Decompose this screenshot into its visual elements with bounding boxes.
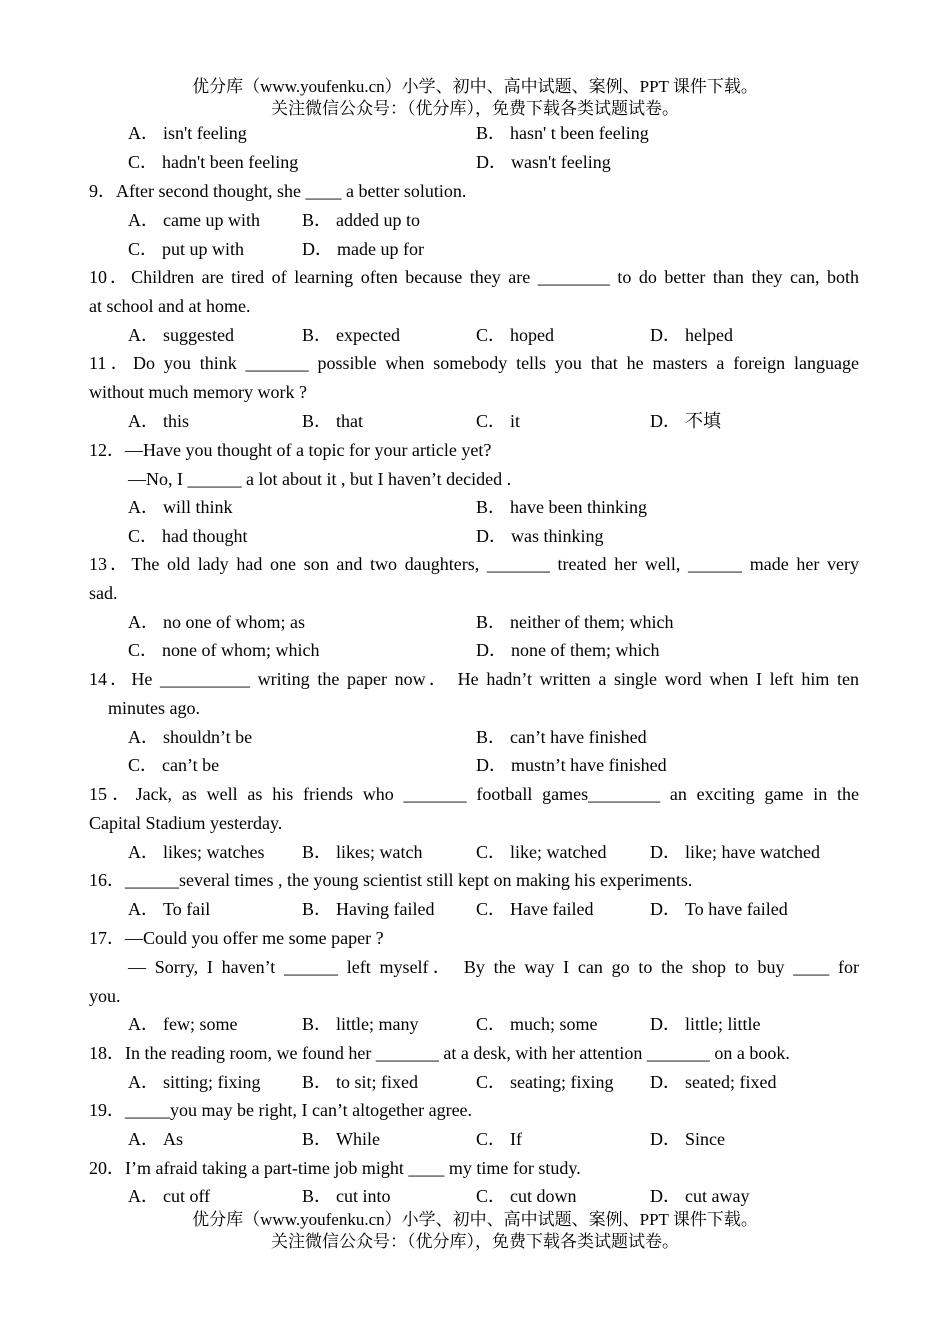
q15-option-b[interactable]: B． likes; watch xyxy=(302,842,423,862)
q10-option-b[interactable]: B． expected xyxy=(302,325,400,345)
q19-option-d[interactable]: D． Since xyxy=(650,1129,725,1149)
q14-option-a[interactable]: A． shouldn’t be xyxy=(128,727,253,747)
footer-line-1: 优分库（www.youfenku.cn）小学、初中、高中试题、案例、PPT 课件下载。 xyxy=(192,1210,758,1229)
q14-option-c[interactable]: C． can’t be xyxy=(128,755,220,775)
header-line-1: 优分库（www.youfenku.cn）小学、初中、高中试题、案例、PPT 课件下载。 xyxy=(192,77,758,96)
q15-option-d[interactable]: D． like; have watched xyxy=(650,842,820,862)
q16-option-d[interactable]: D． To have failed xyxy=(650,899,788,919)
q16-option-c[interactable]: C． Have failed xyxy=(476,899,594,919)
q10-option-d[interactable]: D． helped xyxy=(650,325,733,345)
q12-option-c[interactable]: C． had thought xyxy=(128,526,248,546)
q17-option-c[interactable]: C． much; some xyxy=(476,1014,598,1034)
header-line-2: 关注微信公众号：（优分库），免费下载各类试题试卷。 xyxy=(271,99,679,118)
q14-option-b[interactable]: B． can’t have finished xyxy=(476,727,647,747)
q8-option-d[interactable]: D． wasn't feeling xyxy=(476,152,611,172)
q10-stem-line-1: 10．Children are tired of learning often because they are ________ to do better than they can, both xyxy=(89,267,859,287)
q17-stem-line-1: 17．—Could you offer me some paper ? xyxy=(89,928,384,948)
q19-option-a[interactable]: A． As xyxy=(128,1129,184,1149)
q8-option-c[interactable]: C． hadn't been feeling xyxy=(128,152,299,172)
q12-option-a[interactable]: A． will think xyxy=(128,497,233,517)
q11-option-a[interactable]: A． this xyxy=(128,411,190,431)
q11-stem-line-2: without much memory work ? xyxy=(89,382,307,402)
q17-option-a[interactable]: A． few; some xyxy=(128,1014,238,1034)
q17-stem-line-3: you. xyxy=(89,986,121,1006)
q12-option-d[interactable]: D． was thinking xyxy=(476,526,604,546)
q9-option-c[interactable]: C． put up with xyxy=(128,239,245,259)
q15-option-a[interactable]: A． likes; watches xyxy=(128,842,265,862)
q16-option-a[interactable]: A． To fail xyxy=(128,899,211,919)
header-banner xyxy=(0,76,950,120)
q12-stem-line-1: 12．—Have you thought of a topic for your article yet? xyxy=(89,440,492,460)
q13-stem-line-1: 13．The old lady had one son and two daughters, _______ treated her well, ______ made her very xyxy=(89,554,859,574)
q15-stem-line-2: Capital Stadium yesterday. xyxy=(89,813,283,833)
q9-option-b[interactable]: B． added up to xyxy=(302,210,420,230)
q20-option-b[interactable]: B． cut into xyxy=(302,1186,391,1206)
q19-option-c[interactable]: C． If xyxy=(476,1129,523,1149)
q17-stem-line-2: — Sorry, I haven’t ______ left myself． By the way I can go to the shop to buy ____ for xyxy=(128,957,859,977)
q13-option-c[interactable]: C． none of whom; which xyxy=(128,640,320,660)
q15-stem-line-1: 15．Jack, as well as his friends who _______ football games________ an exciting game in the xyxy=(89,784,859,804)
q14-stem-line-2: minutes ago. xyxy=(108,698,200,718)
q11-option-d[interactable]: D． 不填 xyxy=(650,411,721,431)
q9-option-a[interactable]: A． came up with xyxy=(128,210,260,230)
q10-stem-line-2: at school and at home. xyxy=(89,296,251,316)
q11-option-b[interactable]: B． that xyxy=(302,411,364,431)
q13-option-a[interactable]: A． no one of whom; as xyxy=(128,612,305,632)
footer-banner xyxy=(0,1209,950,1253)
q15-option-c[interactable]: C． like; watched xyxy=(476,842,607,862)
q14-stem-line-1: 14．He __________ writing the paper now． He hadn’t written a single word when I left him ten xyxy=(89,669,859,689)
q8-option-a[interactable]: A． isn't feeling xyxy=(128,123,247,143)
q19-option-b[interactable]: B． While xyxy=(302,1129,380,1149)
q18-stem: 18．In the reading room, we found her _______ at a desk, with her attention _______ on a book. xyxy=(89,1043,790,1063)
q20-option-d[interactable]: D． cut away xyxy=(650,1186,750,1206)
q18-option-c[interactable]: C． seating; fixing xyxy=(476,1072,614,1092)
q20-stem: 20．I’m afraid taking a part-time job might ____ my time for study. xyxy=(89,1158,581,1178)
q16-stem: 16．______several times , the young scientist still kept on making his experiments. xyxy=(89,870,693,890)
q12-stem-line-2: —No, I ______ a lot about it , but I haven’t decided . xyxy=(128,469,512,489)
q10-option-a[interactable]: A． suggested xyxy=(128,325,234,345)
q13-option-b[interactable]: B． neither of them; which xyxy=(476,612,674,632)
q12-option-b[interactable]: B． have been thinking xyxy=(476,497,647,517)
q20-option-c[interactable]: C． cut down xyxy=(476,1186,577,1206)
q8-option-b[interactable]: B． hasn' t been feeling xyxy=(476,123,649,143)
q18-option-b[interactable]: B． to sit; fixed xyxy=(302,1072,419,1092)
q14-option-d[interactable]: D． mustn’t have finished xyxy=(476,755,667,775)
q18-option-d[interactable]: D． seated; fixed xyxy=(650,1072,777,1092)
q13-stem-line-2: sad. xyxy=(89,583,118,603)
q18-option-a[interactable]: A． sitting; fixing xyxy=(128,1072,261,1092)
q17-option-d[interactable]: D． little; little xyxy=(650,1014,761,1034)
q9-option-d[interactable]: D． made up for xyxy=(302,239,424,259)
q11-stem-line-1: 11．Do you think _______ possible when somebody tells you that he masters a foreign language xyxy=(89,353,859,373)
q10-option-c[interactable]: C． hoped xyxy=(476,325,555,345)
q19-stem: 19．_____you may be right, I can’t altogether agree. xyxy=(89,1100,473,1120)
q13-option-d[interactable]: D． none of them; which xyxy=(476,640,660,660)
q20-option-a[interactable]: A． cut off xyxy=(128,1186,211,1206)
q16-option-b[interactable]: B． Having failed xyxy=(302,899,435,919)
footer-line-2: 关注微信公众号：（优分库），免费下载各类试题试卷。 xyxy=(271,1232,679,1251)
q17-option-b[interactable]: B． little; many xyxy=(302,1014,419,1034)
q11-option-c[interactable]: C． it xyxy=(476,411,521,431)
q9-stem: 9．After second thought, she ____ a better solution. xyxy=(89,181,467,201)
